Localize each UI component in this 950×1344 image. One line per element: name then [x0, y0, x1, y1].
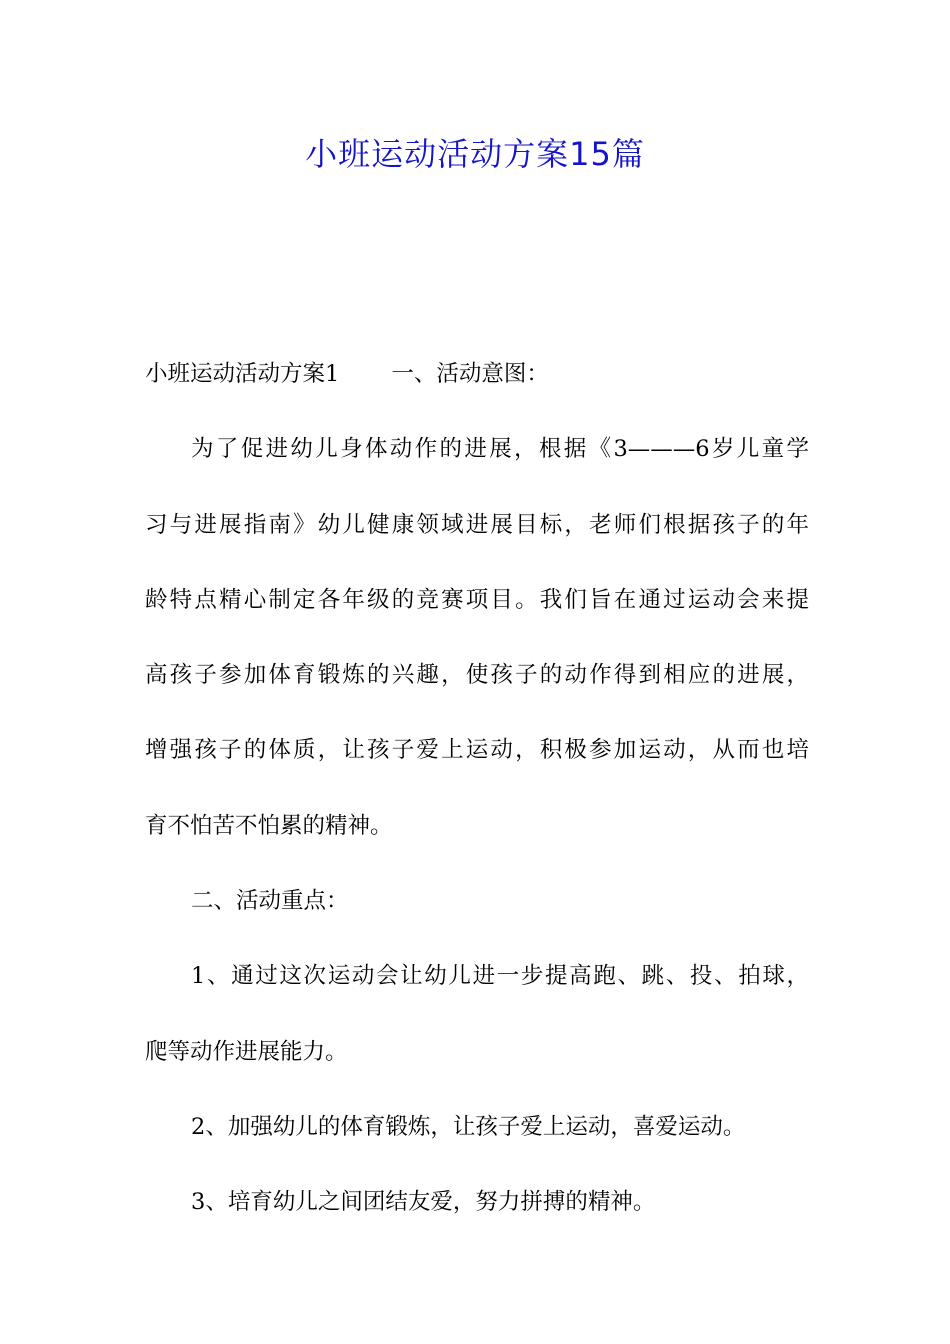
paragraph-line: 育不怕苦不怕累的精神。	[145, 812, 393, 839]
paragraph-line: 高孩子参加体育锻炼的兴趣，使孩子的动作得到相应的进展，	[145, 662, 809, 689]
section-heading: 小班运动活动方案1	[145, 361, 340, 387]
document-title: 小班运动活动方案15篇	[305, 135, 645, 173]
paragraph-line: 增强孩子的体质，让孩子爱上运动，积极参加运动，从而也培	[145, 737, 809, 764]
paragraph-line: 龄特点精心制定各年级的竞赛项目。我们旨在通过运动会来提	[145, 586, 809, 613]
point-line: 2、加强幼儿的体育锻炼，让孩子爱上运动，喜爱运动。	[191, 1113, 746, 1140]
point-line: 爬等动作进展能力。	[145, 1038, 348, 1065]
point-line: 1、通过这次运动会让幼儿进一步提高跑、跳、投、拍球，	[191, 963, 809, 990]
section-heading-line	[145, 337, 809, 412]
second-item-heading: 二、活动重点：	[191, 888, 349, 915]
first-item-heading: 一、活动意图：	[391, 361, 549, 387]
paragraph-line: 为了促进幼儿身体动作的进展，根据《3———6岁儿童学	[191, 436, 809, 463]
point-line: 3、培育幼儿之间团结友爱，努力拼搏的精神。	[191, 1189, 656, 1216]
paragraph-line: 习与进展指南》幼儿健康领域进展目标，老师们根据孩子的年	[145, 511, 809, 538]
document-body	[145, 337, 809, 1241]
